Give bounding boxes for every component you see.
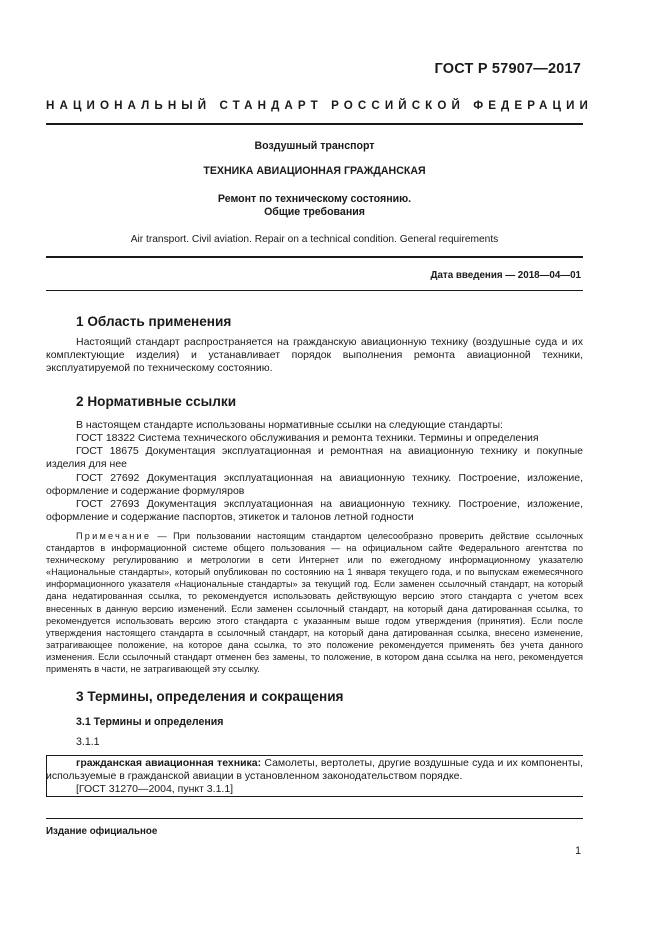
middle-rule xyxy=(46,256,583,258)
item-number: 3.1.1 xyxy=(76,736,100,748)
note-text: — При пользовании настоящим стандартом целесообразно проверить действие ссылочных стандартов в информационной системе общего пользования — на официальном сайте Федерального агентства по техническому регулированию и метрологии в сети Интернет или по ежегодному информационному указателю «Национальные стандарты», который опубликован по состоянию на 1 января текущего года, и по выпускам ежемесячного информационного указателя «Национальные стандарты» за текущий год. Если заменен ссылочный стандарт, на который дана недатированная ссылка, то рекомендуется использовать действующую версию этого стандарта с учетом всех внесенных в данную версию изменений. Если заменен ссылочный стандарт, на который дана датированная ссылка, то рекомендуется использовать версию этого стандарта с указанным выше годом утверждения (принятия). Если после утверждения настоящего стандарта в ссылочный стандарт, на который дана датированная ссылка, внесено изменение, затрагивающее положение, на которое дана ссылка, то это положение рекомендуется применять без учета данного изменения. Если ссылочный стандарт отменен без замены, то положение, в котором дана ссылка на него, рекомендуется применять в части, не затрагивающей эту ссылку. xyxy=(46,531,583,675)
term-name: гражданская авиационная техника: xyxy=(76,757,262,769)
national-standard-header: НАЦИОНАЛЬНЫЙ СТАНДАРТ РОССИЙСКОЙ ФЕДЕРАЦИИ xyxy=(46,99,593,112)
title-transport: Воздушный транспорт xyxy=(254,140,375,152)
section3-1-heading: 3.1 Термины и определения xyxy=(76,716,224,728)
ref-gost-18675: ГОСТ 18675 Документация эксплуатационная и ремонтная на авиационную технику и покупные изделия для нее xyxy=(46,445,583,471)
introduction-date: Дата введения — 2018—04—01 xyxy=(430,270,581,281)
edition-label: Издание официальное xyxy=(46,826,158,837)
term-definition xyxy=(46,757,583,783)
note-label: Примечание xyxy=(76,531,152,541)
thin-rule xyxy=(46,290,583,291)
section1-heading: 1 Область применения xyxy=(76,314,232,329)
section1-text: Настоящий стандарт распространяется на гражданскую авиационную технику (воздушные суда и их комплектующие изделия) и устанавливает порядок выполнения ремонта авиационной техники, эксплуатируемой по техническому состоянию. xyxy=(46,336,583,375)
top-rule xyxy=(46,123,583,125)
title-technique: ТЕХНИКА АВИАЦИОННАЯ ГРАЖДАНСКАЯ xyxy=(203,165,426,177)
term-definition-text: Самолеты, вертолеты, другие воздушные суда и их компоненты, используемые в гражданской авиации в установленном законодательством порядке. xyxy=(46,757,583,782)
section3-heading: 3 Термины, определения и сокращения xyxy=(76,689,344,704)
section2-intro: В настоящем стандарте использованы нормативные ссылки на следующие стандарты: xyxy=(76,419,503,431)
bottom-rule xyxy=(46,818,583,819)
title-english: Air transport. Civil aviation. Repair on a technical condition. General requirements xyxy=(130,234,499,245)
gost-number: ГОСТ Р 57907—2017 xyxy=(434,61,581,77)
term-source: [ГОСТ 31270—2004, пункт 3.1.1] xyxy=(76,783,234,795)
section2-heading: 2 Нормативные ссылки xyxy=(76,394,237,409)
title-repair-line2: Общие требования xyxy=(264,206,365,218)
ref-gost-18322: ГОСТ 18322 Система технического обслуживания и ремонта техники. Термины и определения xyxy=(76,432,539,444)
title-repair xyxy=(46,193,583,219)
section2-note xyxy=(46,530,583,675)
title-repair-line1: Ремонт по техническому состоянию. xyxy=(217,193,412,205)
ref-gost-27693: ГОСТ 27693 Документация эксплуатационная на авиационную технику. Построение, изложение, оформление и содержание паспортов, этикеток и талонов летной годности xyxy=(46,498,583,524)
page-number: 1 xyxy=(575,845,581,857)
ref-gost-27692: ГОСТ 27692 Документация эксплуатационная на авиационную технику. Построение, изложение, оформление и содержание формуляров xyxy=(46,472,583,498)
